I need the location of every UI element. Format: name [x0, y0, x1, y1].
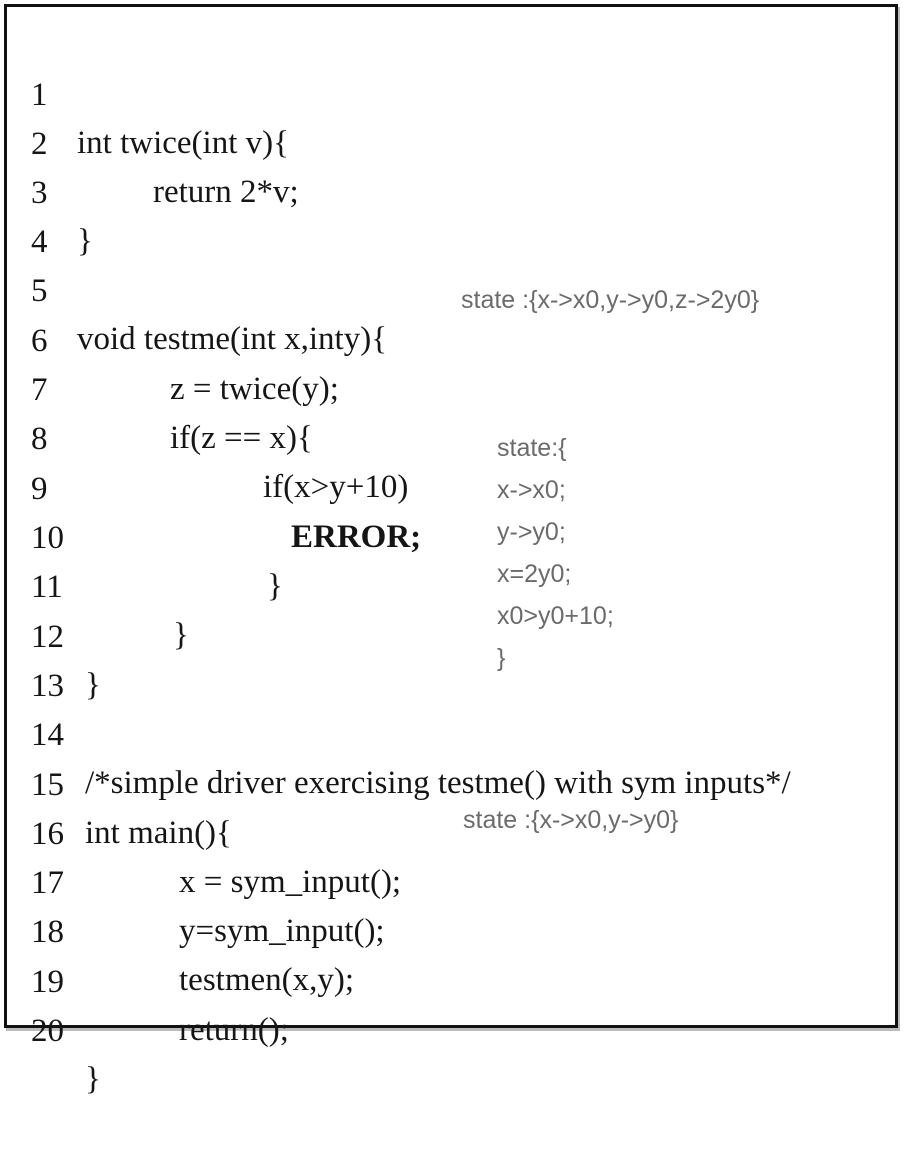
line-number: 3	[31, 175, 48, 211]
state-block-line: y->y0;	[497, 518, 566, 546]
state-annotation-error-block	[497, 427, 614, 679]
state-block-line: state:{	[497, 434, 567, 462]
line-number: 8	[31, 421, 48, 457]
line-number: 6	[31, 323, 48, 359]
line-number: 2	[31, 126, 48, 162]
code-text: y=sym_input();	[179, 913, 385, 949]
line-number: 17	[31, 865, 64, 901]
state-annotation-line6: state :{x->x0,y->y0,z->2y0}	[461, 286, 760, 314]
line-number: 1	[31, 77, 48, 113]
line-number: 20	[31, 1013, 64, 1049]
error-keyword: ERROR;	[291, 519, 422, 555]
state-block-line: x0>y0+10;	[497, 602, 614, 630]
line-number: 19	[31, 964, 64, 1000]
code-text: int twice(int v){	[77, 125, 289, 161]
code-text: z = twice(y);	[170, 371, 339, 407]
code-text: x = sym_input();	[179, 864, 402, 900]
line-number: 9	[31, 471, 48, 507]
code-comment: /*simple driver exercising testme() with sym inputs*/	[85, 765, 791, 801]
line-number: 14	[31, 717, 64, 753]
code-text: }	[267, 568, 283, 604]
code-text: }	[85, 667, 101, 703]
state-block-line: x->x0;	[497, 476, 566, 504]
code-text: if(x>y+10)	[263, 469, 409, 505]
line-number: 15	[31, 767, 64, 803]
line-number: 5	[31, 273, 48, 309]
code-text: if(z == x){	[170, 420, 313, 456]
state-block-line: x=2y0;	[497, 560, 572, 588]
code-text: testmen(x,y);	[179, 962, 355, 998]
line-number: 10	[31, 520, 64, 556]
state-block-line: }	[497, 644, 506, 672]
code-text: }	[77, 223, 93, 259]
line-number: 12	[31, 619, 64, 655]
line-number: 4	[31, 224, 48, 260]
code-figure-frame	[4, 4, 898, 1097]
code-text: return 2*v;	[153, 174, 299, 210]
code-text: }	[173, 617, 189, 653]
line-number: 18	[31, 914, 64, 950]
code-text: return();	[179, 1012, 289, 1048]
line-number: 16	[31, 816, 64, 852]
code-text: void testme(int x,inty){	[77, 321, 388, 357]
state-annotation-line16: state :{x->x0,y->y0}	[463, 806, 679, 834]
line-number: 7	[31, 372, 48, 408]
code-text: }	[85, 1061, 101, 1097]
code-text: int main(){	[85, 815, 232, 851]
line-number: 13	[31, 668, 64, 704]
line-number: 11	[31, 569, 63, 605]
code-line	[7, 170, 887, 260]
code-line	[7, 614, 887, 704]
code-line	[7, 23, 887, 161]
